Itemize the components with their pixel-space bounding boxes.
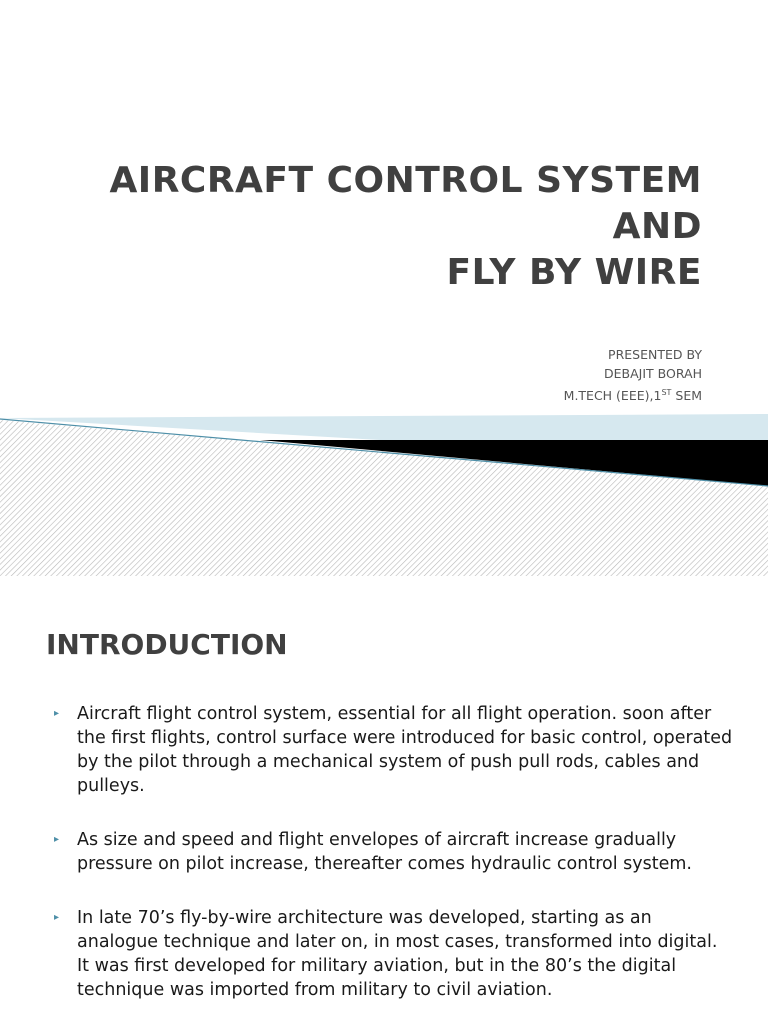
introduction-slide xyxy=(0,576,768,1024)
decorative-wave-band xyxy=(0,400,768,576)
bullet-text: In late 70’s fly-by-wire architecture was developed, starting as an analogue technique and later on, in most cases, transformed into digital. It was first developed for military aviation, but in the 80’s the digital technique was imported from military to civil aviation. xyxy=(77,908,718,1000)
bullet-arrow-icon: ▸ xyxy=(54,912,60,923)
bullet-list xyxy=(54,702,734,1024)
slide-title xyxy=(22,158,702,296)
course-suffix: SEM xyxy=(671,388,702,404)
bullet-arrow-icon: ▸ xyxy=(54,708,60,719)
list-item xyxy=(54,702,734,798)
list-item xyxy=(54,828,734,876)
bullet-text: Aircraft flight control system, essential for all flight operation. soon after the first flights, control surface were introduced for basic control, operated by the pilot through a mechanical system of push pull rods, cables and pulleys. xyxy=(77,704,733,796)
presented-by-label: PRESENTED BY xyxy=(608,347,702,362)
presenter-info xyxy=(302,345,702,405)
title-line-1: AIRCRAFT CONTROL SYSTEM xyxy=(109,160,702,201)
introduction-heading: INTRODUCTION xyxy=(46,628,288,661)
title-line-2: AND xyxy=(612,206,702,247)
course-prefix: M.TECH (EEE),1 xyxy=(563,388,662,404)
bullet-arrow-icon: ▸ xyxy=(54,834,60,845)
list-item xyxy=(54,906,734,1002)
title-line-3: FLY BY WIRE xyxy=(446,252,702,293)
presenter-name: DEBAJIT BORAH xyxy=(604,366,702,381)
course-superscript: ST xyxy=(661,388,672,397)
bullet-text: As size and speed and flight envelopes of aircraft increase gradually pressure on pilot increase, thereafter comes hydraulic control system. xyxy=(77,830,692,874)
